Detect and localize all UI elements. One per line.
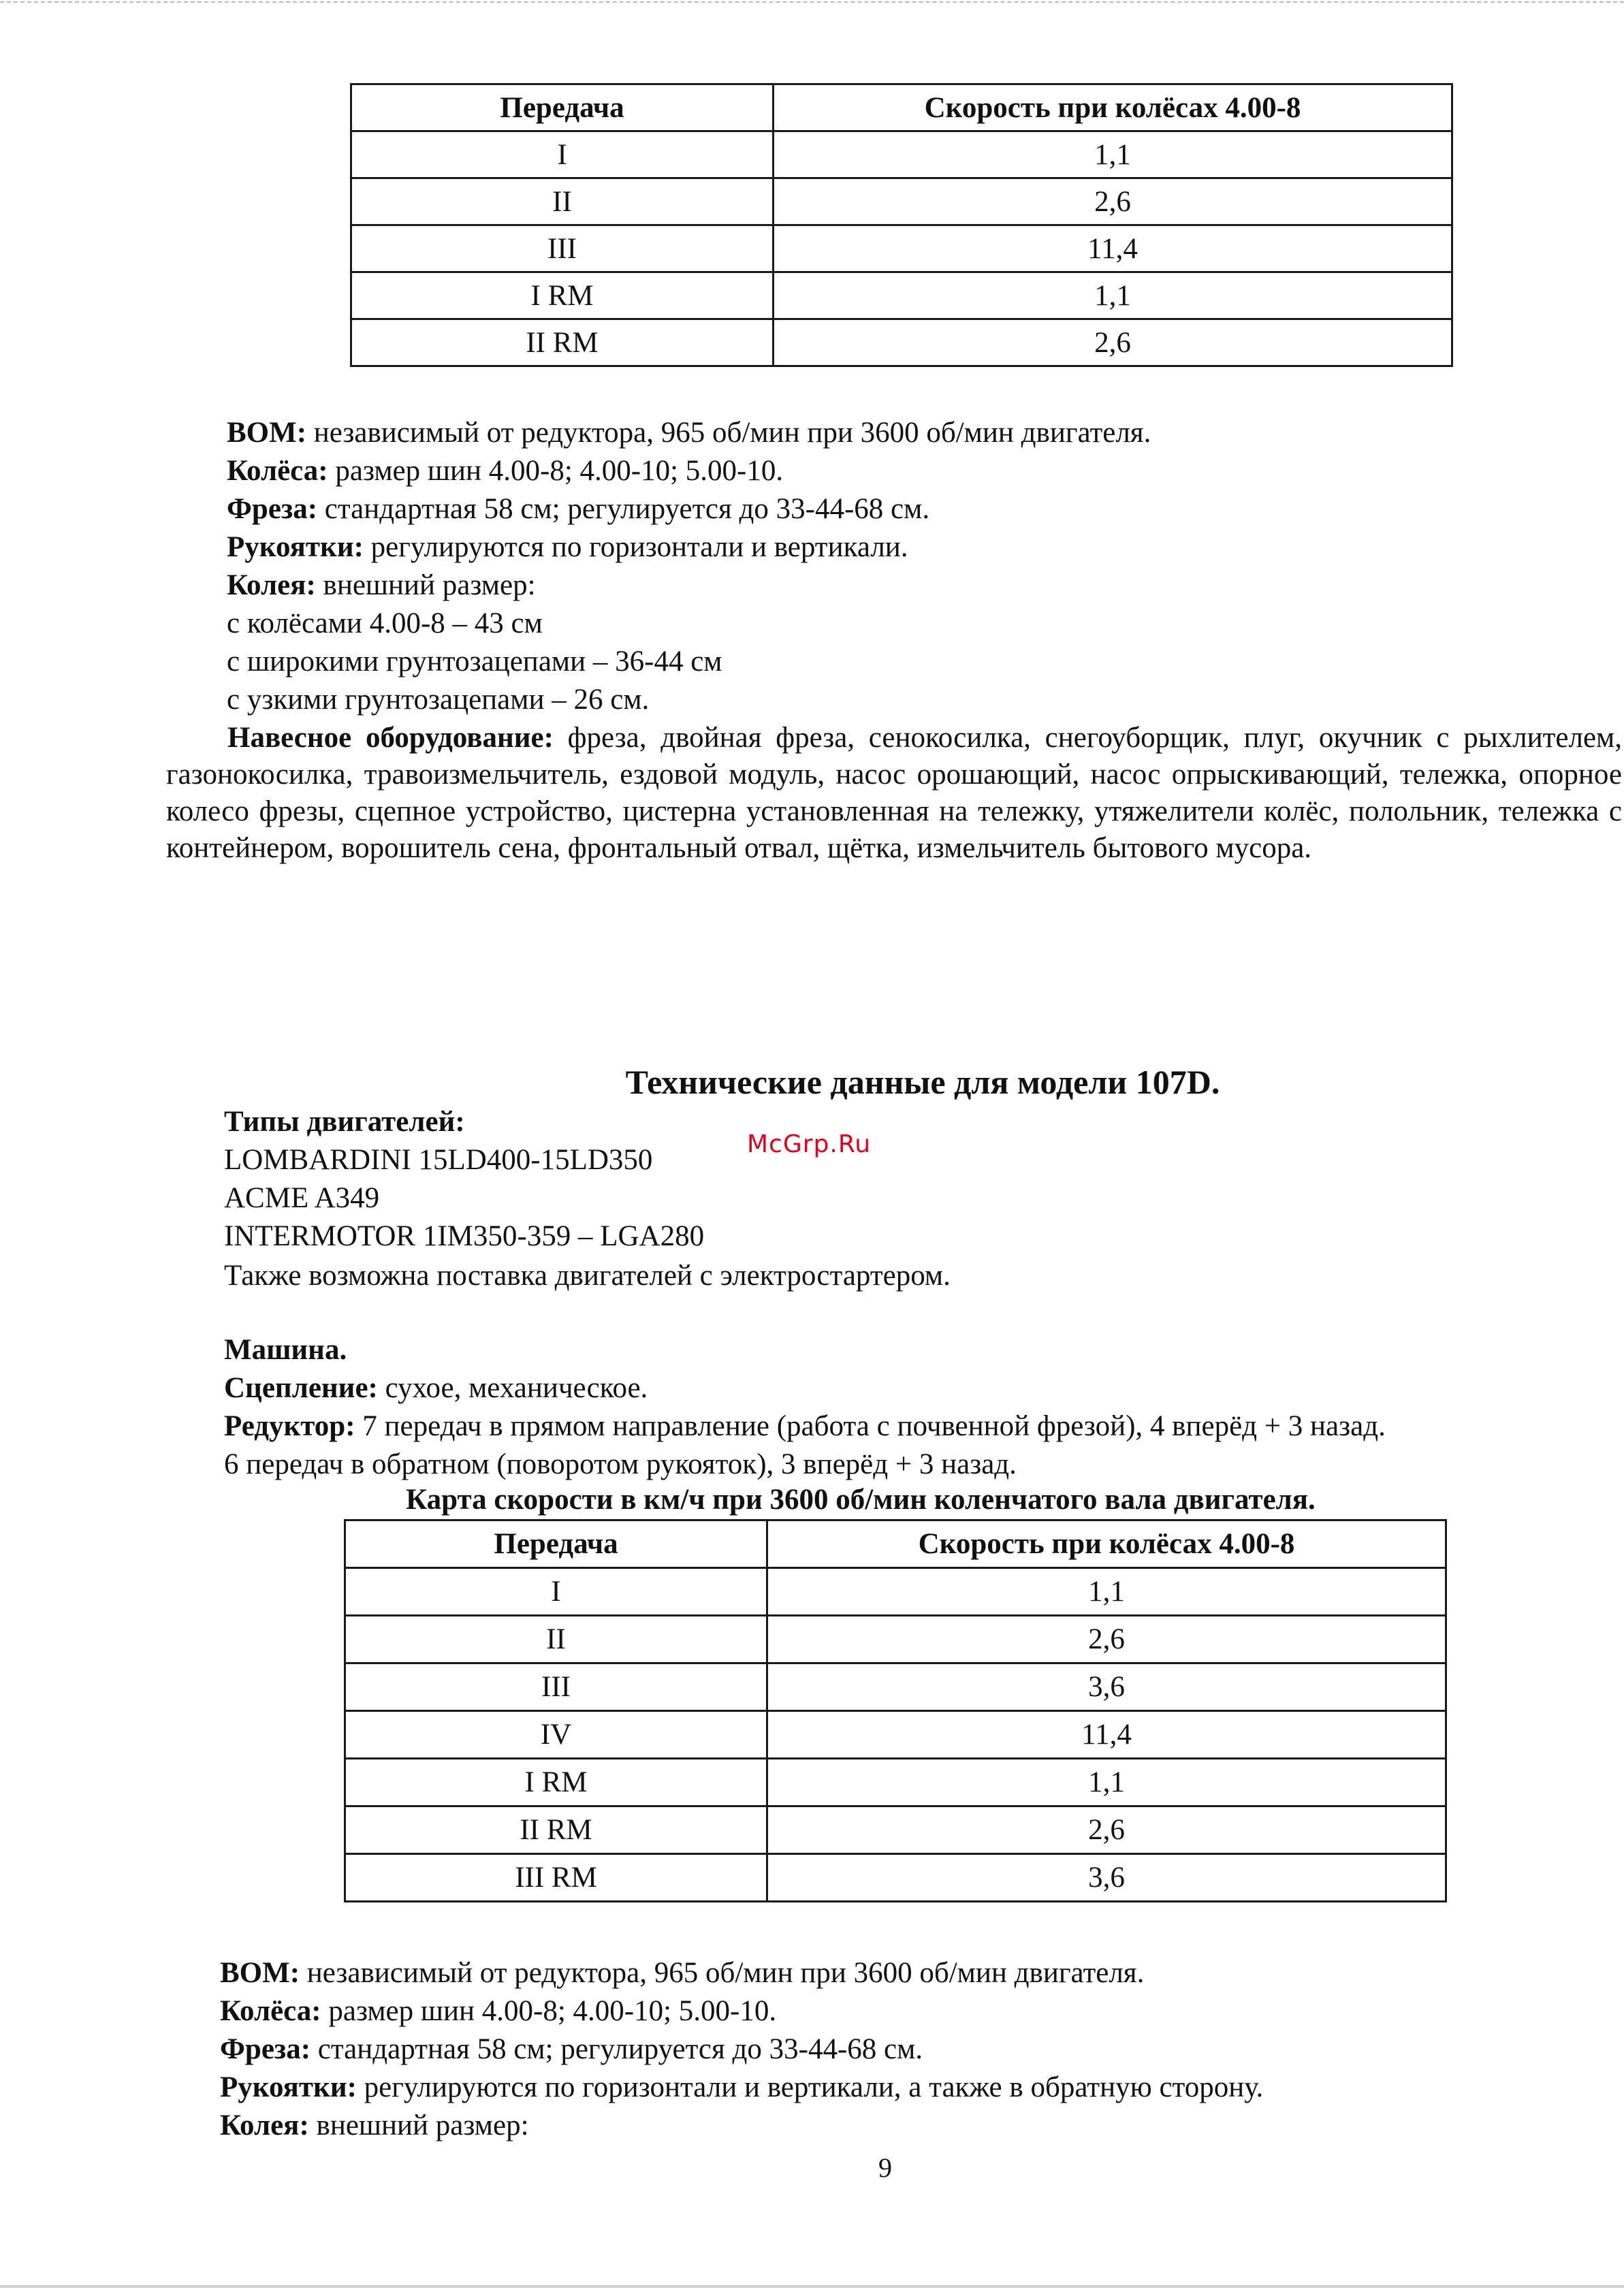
gear-cell: I xyxy=(351,131,774,178)
speed-cell: 11,4 xyxy=(767,1711,1446,1759)
engine-line-2: ACME A349 xyxy=(224,1182,380,1214)
header-gear: Передача xyxy=(345,1520,767,1568)
gear-cell: II RM xyxy=(345,1806,767,1854)
section-title: Технические данные для модели 107D. xyxy=(625,1063,1220,1101)
spec-wheels-1: Колёса: размер шин 4.00-8; 4.00-10; 5.00-10. xyxy=(227,455,784,487)
table-row xyxy=(351,225,1452,272)
table-row xyxy=(345,1711,1446,1759)
speed-cell: 1,1 xyxy=(774,131,1452,178)
spec-track-1: Колея: внешний размер: xyxy=(227,569,536,601)
table-row xyxy=(351,178,1452,225)
track-line-2: с широкими грунтозацепами – 36-44 см xyxy=(227,646,722,678)
spec-wheels-2: Колёса: размер шин 4.00-8; 4.00-10; 5.00-10. xyxy=(220,1995,777,2027)
track-line-3: с узкими грунтозацепами – 26 см. xyxy=(227,684,650,716)
speed-table-2 xyxy=(344,1519,1447,1902)
engine-line-4: Также возможна поставка двигателей с электростартером. xyxy=(224,1260,951,1292)
speed-cell: 2,6 xyxy=(774,178,1452,225)
gear-cell: III xyxy=(345,1663,767,1711)
gear-cell: III RM xyxy=(345,1854,767,1902)
table-row xyxy=(345,1616,1446,1663)
scan-bottom-edge xyxy=(0,2285,1624,2288)
speed-cell: 3,6 xyxy=(767,1663,1446,1711)
table-row xyxy=(345,1568,1446,1616)
scan-top-edge xyxy=(0,1,1624,7)
speed-cell: 2,6 xyxy=(767,1616,1446,1663)
table-row xyxy=(345,1663,1446,1711)
spec-vom-2: ВОМ: независимый от редуктора, 965 об/мин при 3600 об/мин двигателя. xyxy=(220,1957,1145,1989)
page-number: 9 xyxy=(878,2152,892,2183)
table-row xyxy=(351,319,1452,366)
spec-clutch: Сцепление: сухое, механическое. xyxy=(224,1372,648,1404)
watermark: McGrp.Ru xyxy=(747,1130,872,1158)
speed-cell: 1,1 xyxy=(774,272,1452,319)
header-speed: Скорость при колёсах 4.00-8 xyxy=(774,84,1452,131)
table-row xyxy=(345,1854,1446,1902)
speed-cell: 1,1 xyxy=(767,1759,1446,1806)
table-row xyxy=(351,272,1452,319)
gear-cell: I RM xyxy=(351,272,774,319)
gear-cell: II xyxy=(351,178,774,225)
header-speed: Скорость при колёсах 4.00-8 xyxy=(767,1520,1446,1568)
spec-vom-1: ВОМ: независимый от редуктора, 965 об/мин при 3600 об/мин двигателя. xyxy=(227,417,1151,449)
gear-cell: III xyxy=(351,225,774,272)
gear-cell: I xyxy=(345,1568,767,1616)
machine-label: Машина. xyxy=(224,1334,347,1366)
spec-handles-1: Рукоятки: регулируются по горизонтали и вертикали. xyxy=(227,531,908,563)
engines-label: Типы двигателей: xyxy=(224,1106,465,1138)
header-gear: Передача xyxy=(351,84,774,131)
engine-line-1: LOMBARDINI 15LD400-15LD350 xyxy=(224,1144,653,1176)
gearbox-line-2: 6 передач в обратном (поворотом рукояток), 3 вперёд + 3 назад. xyxy=(224,1448,1017,1480)
table-header-row xyxy=(345,1520,1446,1568)
spec-gearbox: Редуктор: 7 передач в прямом направление (работа с почвенной фрезой), 4 вперёд + 3 назад. xyxy=(224,1410,1386,1442)
gear-cell: II RM xyxy=(351,319,774,366)
speed-cell: 2,6 xyxy=(774,319,1452,366)
speed-table-1 xyxy=(350,83,1453,367)
speed-cell: 11,4 xyxy=(774,225,1452,272)
spec-track-2: Колея: внешний размер: xyxy=(220,2109,529,2141)
table-row xyxy=(345,1759,1446,1806)
table-row xyxy=(345,1806,1446,1854)
spec-handles-2: Рукоятки: регулируются по горизонтали и вертикали, а также в обратную сторону. xyxy=(220,2071,1264,2103)
spec-mill-1: Фреза: стандартная 58 см; регулируется до 33-44-68 см. xyxy=(227,493,930,525)
speed-cell: 2,6 xyxy=(767,1806,1446,1854)
track-line-1: с колёсами 4.00-8 – 43 см xyxy=(227,607,543,639)
gear-cell: IV xyxy=(345,1711,767,1759)
gear-cell: II xyxy=(345,1616,767,1663)
table-header-row xyxy=(351,84,1452,131)
gear-cell: I RM xyxy=(345,1759,767,1806)
engine-line-3: INTERMOTOR 1IM350-359 – LGA280 xyxy=(224,1220,705,1252)
spec-attachments: Навесное оборудование: фреза, двойная фреза, сенокосилка, снегоуборщик, плуг, окучник с рыхлителем, газонокосилка, травоизмельчитель, ездовой модуль, насос орошающий, насос опрыскивающий, тележка, опорное колесо фрезы, сцепное устройство, цистерна установленная на тележку, утяжелители колёс, полольник, тележка с контейнером, ворошитель сена, фронтальный отвал, щётка, измельчитель бытового мусора. xyxy=(166,722,1623,864)
table-row xyxy=(351,131,1452,178)
speed-cell: 1,1 xyxy=(767,1568,1446,1616)
spec-mill-2: Фреза: стандартная 58 см; регулируется до 33-44-68 см. xyxy=(220,2033,923,2065)
speed-cell: 3,6 xyxy=(767,1854,1446,1902)
table2-caption: Карта скорости в км/ч при 3600 об/мин коленчатого вала двигателя. xyxy=(406,1484,1316,1516)
